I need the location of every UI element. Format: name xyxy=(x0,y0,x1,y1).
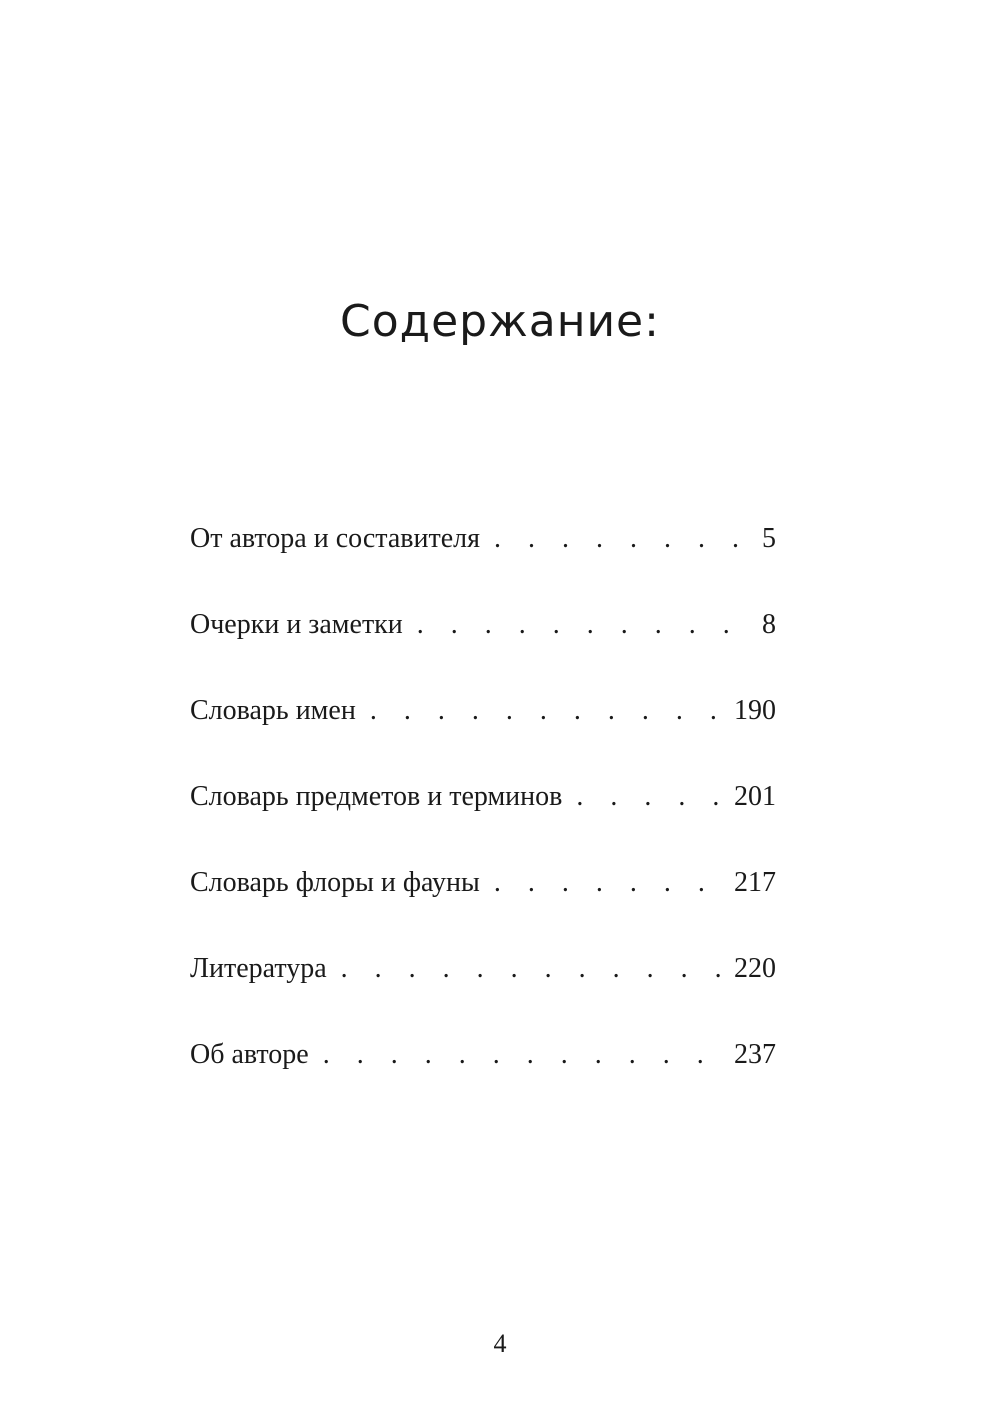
toc-entry-page: 220 xyxy=(734,953,776,984)
toc-entry-page: 237 xyxy=(734,1039,776,1070)
toc-entry-label: От автора и составителя xyxy=(190,523,480,554)
toc-entry[interactable] xyxy=(190,600,776,686)
table-of-contents xyxy=(190,514,776,1116)
toc-entry-label: Литература xyxy=(190,953,327,984)
toc-entry[interactable] xyxy=(190,772,776,858)
toc-entry-page: 8 xyxy=(762,609,776,640)
dot-leader xyxy=(494,514,754,564)
dot-leader xyxy=(370,686,726,736)
toc-entry[interactable] xyxy=(190,1030,776,1116)
dot-leader xyxy=(323,1030,726,1080)
page-title: Содержание: xyxy=(340,296,660,347)
toc-entry-label: Об авторе xyxy=(190,1039,309,1070)
dot-leader xyxy=(417,600,754,650)
toc-entry-label: Словарь флоры и фауны xyxy=(190,867,480,898)
toc-entry-page: 217 xyxy=(734,867,776,898)
toc-entry-label: Словарь имен xyxy=(190,695,356,726)
toc-entry[interactable] xyxy=(190,944,776,1030)
toc-entry-page: 190 xyxy=(734,695,776,726)
toc-entry-page: 5 xyxy=(762,523,776,554)
toc-entry-page: 201 xyxy=(734,781,776,812)
toc-entry-label: Словарь предметов и терминов xyxy=(190,781,563,812)
toc-entry[interactable] xyxy=(190,686,776,772)
page-number: 4 xyxy=(493,1329,507,1358)
toc-entry[interactable] xyxy=(190,858,776,944)
dot-leader xyxy=(341,944,726,994)
toc-entry-label: Очерки и заметки xyxy=(190,609,403,640)
dot-leader xyxy=(494,858,726,908)
toc-entry[interactable] xyxy=(190,514,776,600)
dot-leader xyxy=(576,772,726,822)
